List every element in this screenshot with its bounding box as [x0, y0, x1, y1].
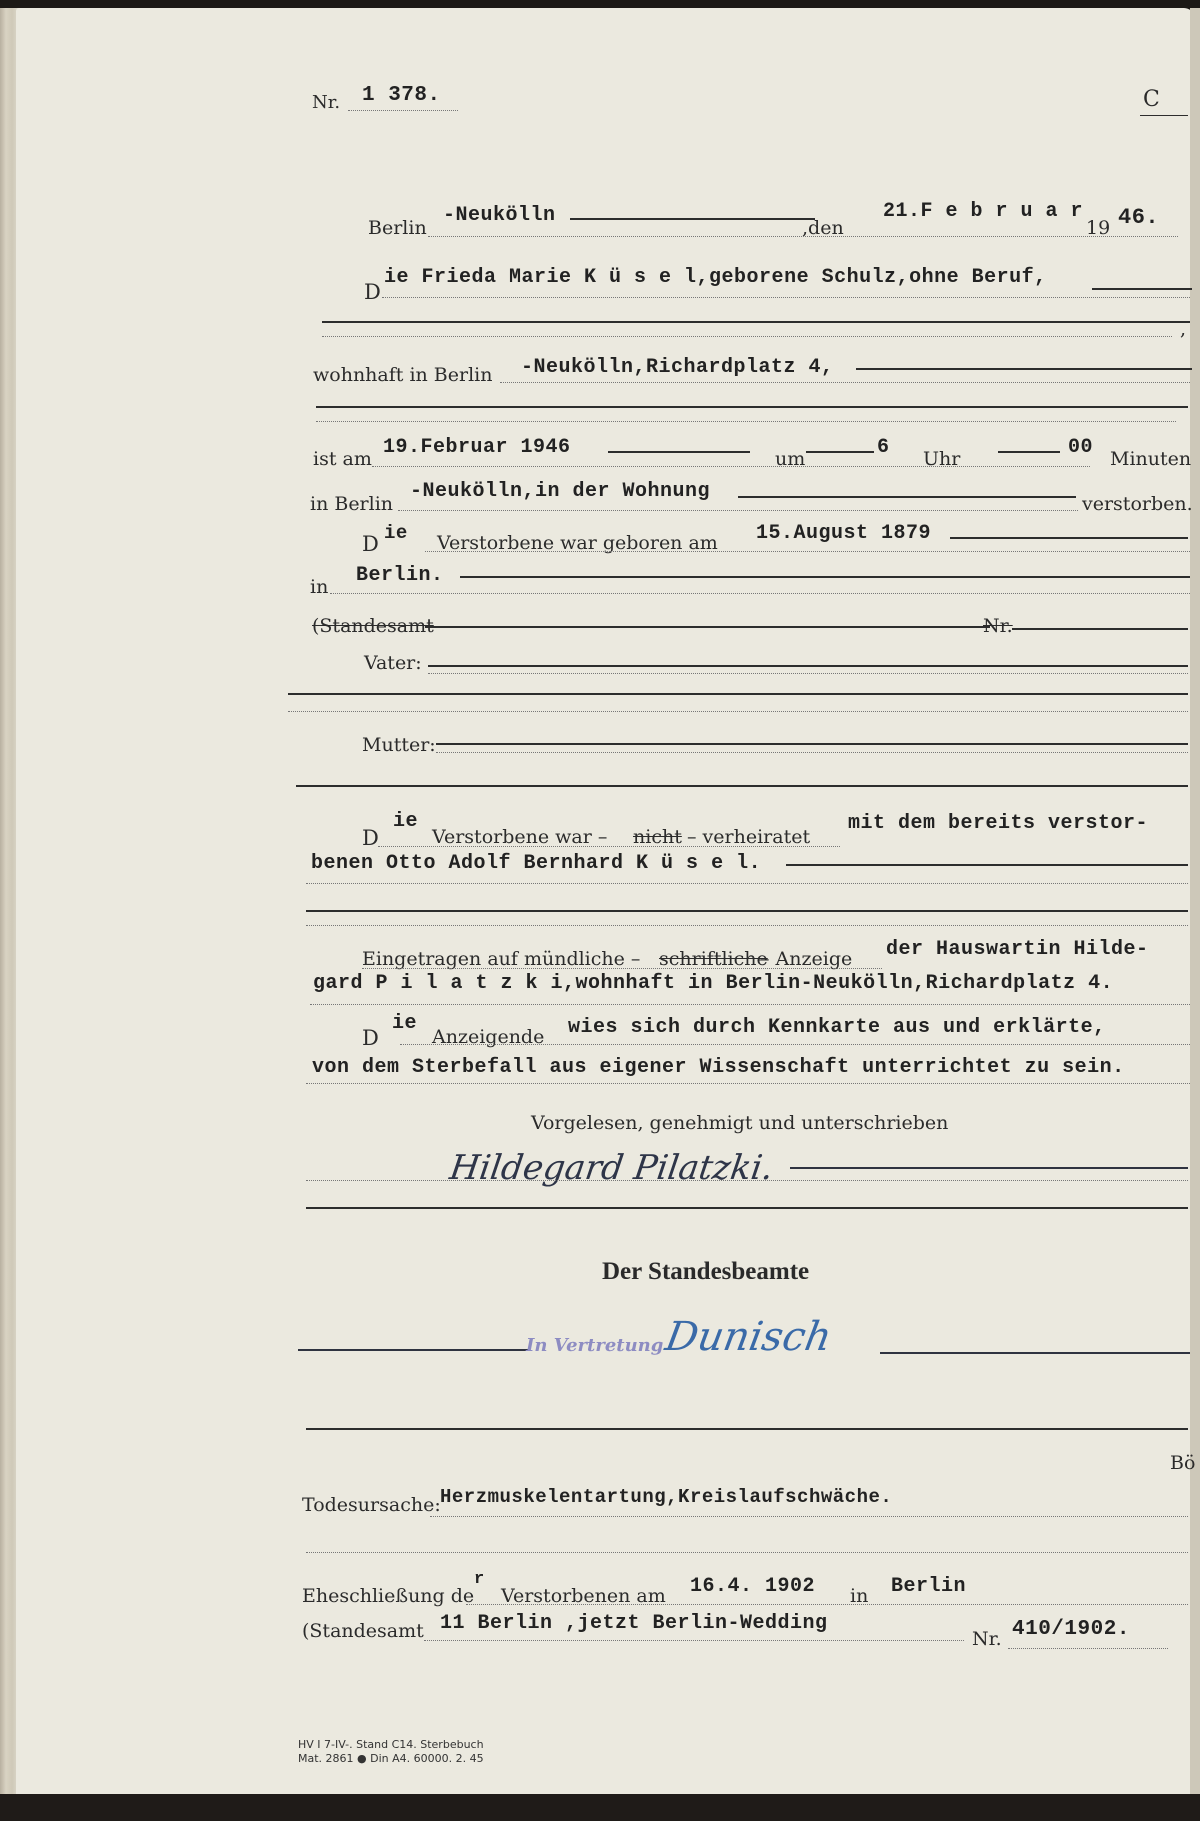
birth-nr-rule: [1012, 628, 1188, 630]
informant-text1: wies sich durch Kennkarte aus und erklärte,: [568, 1016, 1106, 1039]
registration-dotline2: [310, 1004, 1190, 1005]
marriage-text1: mit dem bereits verstor-: [848, 812, 1149, 835]
date-value: 21.F e b r u a r: [883, 200, 1084, 223]
series-underline: [1140, 115, 1188, 116]
birth-in-label: in: [310, 576, 329, 598]
birth-standesamt-rule: [425, 626, 990, 628]
marriage-record-in-label: in: [850, 1585, 869, 1607]
marriage-standesamt-label: (Standesamt: [302, 1620, 424, 1642]
death-uhr-rule: [998, 451, 1060, 453]
person-d-prefix: D: [364, 280, 381, 304]
marriage-text2: benen Otto Adolf Bernhard K ü s e l.: [311, 852, 762, 875]
death-um-label: um: [775, 448, 806, 470]
mutter-rule2: [296, 785, 1188, 787]
nr-label: Nr.: [312, 92, 341, 113]
birth-dotline2: [330, 593, 1190, 594]
marriage-record-date: 16.4. 1902: [690, 1575, 816, 1598]
margin-note: Bö: [1170, 1452, 1196, 1474]
date-rule: [570, 218, 815, 220]
registration-text2: gard P i l a t z k i,wohnhaft in Berlin-Neukölln,Richardplatz 4.: [313, 972, 1114, 995]
death-hour-value: 6: [877, 436, 890, 459]
marriage-nr-value: 410/1902.: [1012, 1618, 1130, 1641]
residence-dotline: [500, 382, 1190, 383]
vater-dotline: [428, 673, 1188, 674]
informant-text2: von dem Sterbefall aus eigener Wissenschaft unterrichtet zu sein.: [312, 1056, 1125, 1079]
death-dotline1: [372, 466, 1090, 467]
place-value: -Neukölln: [443, 204, 556, 227]
person-rule2: [322, 321, 1190, 323]
year-prefix: 19: [1086, 217, 1111, 239]
marriage-record-r-suffix: r: [474, 1570, 485, 1589]
marriage-nicht: nicht: [633, 826, 682, 848]
vater-rule: [428, 665, 1188, 667]
mutter-rule: [436, 743, 1188, 745]
residence-rule: [856, 368, 1192, 370]
marriage-record-dotline2: [424, 1640, 964, 1641]
death-date-rule: [608, 451, 750, 453]
death-place-rule: [738, 496, 1076, 498]
registration-label-a: Eingetragen auf mündliche –: [362, 948, 641, 970]
marriage-dotline3: [306, 925, 1188, 926]
informant-d-prefix: D: [362, 1026, 379, 1050]
marriage-rule: [786, 864, 1188, 866]
cause-dotline2: [306, 1552, 1188, 1553]
birth-standesamt-label: (Standesamt: [312, 615, 434, 637]
informant-dotline2: [306, 1083, 1190, 1084]
marriage-dotline2: [306, 883, 1188, 884]
birth-date-rule: [950, 537, 1188, 539]
residence-rule2: [316, 406, 1188, 408]
vater-dotline2: [288, 711, 1188, 712]
marriage-standesamt-value: 11 Berlin ,jetzt Berlin-Wedding: [440, 1612, 828, 1635]
proxy-stamp: In Vertretung: [526, 1335, 664, 1356]
place-label: Berlin: [368, 217, 427, 239]
signature-rule2: [306, 1207, 1188, 1209]
official-rule-left: [298, 1349, 528, 1351]
marriage-label-a: Verstorbene war –: [432, 826, 608, 848]
marriage-rule2: [306, 910, 1188, 912]
birth-label: Verstorbene war geboren am: [437, 532, 718, 554]
person-dotline1: [382, 297, 1190, 298]
series-letter: C: [1143, 87, 1160, 112]
person-dotline2: [322, 336, 1172, 337]
death-minuten-label: Minuten: [1110, 448, 1192, 470]
official-rule-right: [880, 1352, 1190, 1354]
nr-value: 1 378.: [362, 84, 441, 107]
cause-dotline1: [430, 1516, 1188, 1517]
footer-line2: Mat. 2861 ● Din A4. 60000. 2. 45: [298, 1752, 484, 1765]
person-rule1: [1092, 288, 1192, 290]
year-value: 46.: [1118, 205, 1160, 230]
death-ist-am-label: ist am: [313, 448, 372, 470]
signature-rule: [790, 1167, 1188, 1169]
marriage-nr-dotline: [1008, 1648, 1168, 1649]
registration-text1: der Hauswartin Hilde-: [886, 938, 1149, 961]
registration-dotline1: [362, 968, 882, 969]
den-label: ,den: [802, 217, 844, 239]
cause-value: Herzmuskelentartung,Kreislaufschwäche.: [440, 1486, 893, 1508]
birth-nr-label: Nr.: [983, 615, 1013, 637]
marriage-record-label2: Verstorbenen am: [501, 1585, 666, 1607]
official-signature: Dunisch: [661, 1314, 836, 1360]
marriage-d-suffix: ie: [393, 810, 419, 833]
official-title: Der Standesbeamte: [602, 1258, 810, 1285]
residence-label: wohnhaft in Berlin: [313, 364, 493, 386]
registration-label-b: – Anzeige: [760, 948, 853, 970]
signature-caption: Vorgelesen, genehmigt und unterschrieben: [531, 1112, 949, 1134]
informant-d-suffix: ie: [392, 1012, 418, 1035]
death-minute-value: 00: [1068, 436, 1094, 459]
date-dotline: [428, 236, 1178, 237]
official-rule2: [306, 1428, 1188, 1430]
signature-dotline: [306, 1180, 1188, 1181]
marriage-record-label: Eheschließung de: [302, 1585, 475, 1607]
birth-d-suffix: ie: [384, 522, 408, 544]
death-uhr-label: Uhr: [923, 448, 961, 470]
death-in-berlin-label: in Berlin: [310, 493, 394, 515]
residence-dotline2: [316, 421, 1176, 422]
residence-value: -Neukölln,Richardplatz 4,: [521, 356, 834, 379]
death-dotline2: [398, 510, 1078, 511]
marriage-d-prefix: D: [362, 826, 379, 850]
vater-label: Vater:: [364, 652, 422, 674]
marriage-label-b: – verheiratet: [687, 826, 811, 848]
right-edge: [1190, 8, 1200, 1798]
marriage-record-dotline1: [466, 1604, 1188, 1605]
mutter-label: Mutter:: [362, 734, 436, 756]
person-comma: ,: [1180, 318, 1187, 340]
birth-date-value: 15.August 1879: [756, 522, 932, 545]
nr-dotline: [348, 110, 458, 111]
birth-place-value: Berlin.: [356, 564, 444, 587]
death-verstorben-label: verstorben.: [1082, 493, 1193, 515]
registration-schriftliche: schriftliche: [659, 948, 768, 970]
mutter-dotline: [436, 752, 1188, 753]
informant-label: Anzeigende: [432, 1026, 545, 1048]
informant-dotline1: [400, 1044, 1190, 1045]
bottom-band: [0, 1794, 1200, 1821]
person-line1: ie Frieda Marie K ü s e l,geborene Schulz,ohne Beruf,: [384, 266, 1047, 289]
cause-label: Todesursache:: [302, 1494, 441, 1516]
birth-d-prefix: D: [362, 532, 379, 556]
marriage-dotline1: [378, 846, 840, 847]
informant-signature: Hildegard Pilatzki.: [447, 1148, 776, 1188]
vater-rule2: [288, 693, 1188, 695]
birth-dotline1: [425, 551, 1190, 552]
birth-place-rule: [460, 576, 1190, 578]
death-date-value: 19.Februar 1946: [383, 436, 571, 459]
marriage-record-place: Berlin: [891, 1575, 967, 1598]
death-place-value: -Neukölln,in der Wohnung: [410, 480, 711, 503]
death-um-rule: [806, 451, 874, 453]
marriage-nr-label: Nr.: [972, 1628, 1002, 1650]
footer-line1: HV I 7-IV-. Stand C14. Sterbebuch: [298, 1738, 484, 1751]
